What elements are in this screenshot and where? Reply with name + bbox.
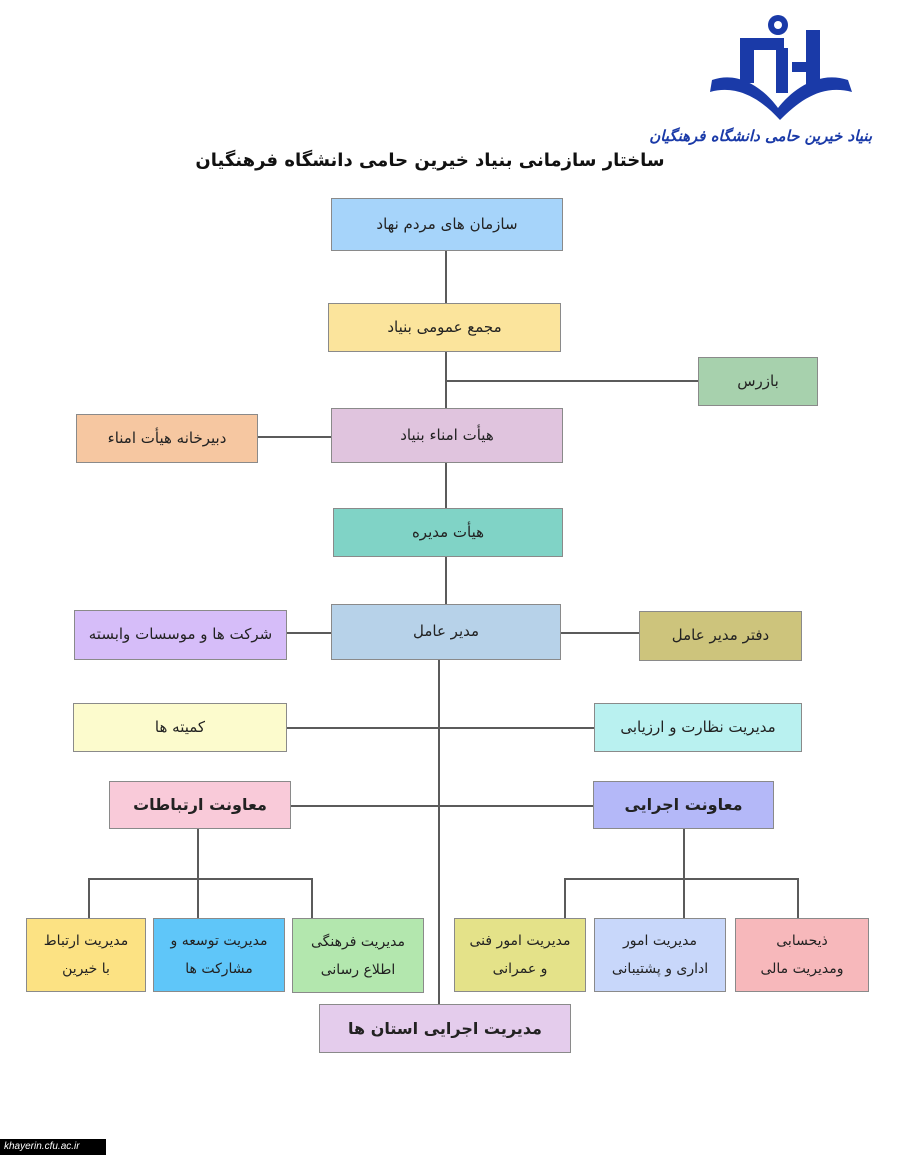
node-ngo (331, 198, 563, 251)
node-trustees (331, 408, 563, 463)
node-comm-deputy-label: معاونت ارتباطات (133, 795, 267, 815)
connector-exec-right (797, 878, 799, 918)
node-admin-support-line1: مدیریت امور (623, 933, 697, 949)
connector-comm-right (311, 878, 313, 919)
node-technical-construction-line2: و عمرانی (492, 961, 548, 977)
node-development-participation-line1: مدیریت توسعه و (170, 933, 268, 949)
connector-ngo-assembly (445, 251, 447, 304)
connector-comm-left (88, 878, 90, 918)
node-accounting-finance-line1: ذیحسابی (776, 933, 828, 949)
connector-comm-horizontal (88, 878, 313, 880)
connector-trustees-board (445, 463, 447, 508)
connector-board-ceo (445, 557, 447, 604)
node-trustees-secretariat-label: دبیرخانه هیأت امناء (107, 428, 227, 447)
node-comm-deputy (109, 781, 291, 829)
connector-committees-supervision (287, 727, 594, 729)
node-ceo-office (639, 611, 802, 661)
node-provinces-label: مدیریت اجرایی استان ها (348, 1018, 542, 1038)
node-general-assembly (328, 303, 561, 352)
connector-exec-down (683, 829, 685, 919)
node-benefactor-relations-line1: مدیریت ارتباط (43, 933, 129, 949)
node-cultural-info-line2: اطلاع رسانی (320, 961, 396, 978)
connector-exec-horizontal (564, 878, 799, 880)
node-accounting-finance-line2: ومدیریت مالی (760, 961, 844, 977)
node-cultural-info (292, 918, 424, 993)
connector-comm-down (197, 829, 199, 919)
node-committees (73, 703, 287, 752)
logo-text: بنیاد خیرین حامی دانشگاه فرهنگیان (649, 127, 872, 145)
node-committees-label: کمیته ها (154, 717, 206, 736)
footer-url: khayerin.cfu.ac.ir (0, 1139, 106, 1155)
page-title: ساختار سازمانی بنیاد خیرین حامی دانشگاه فرهنگیان (195, 150, 665, 171)
node-development-participation (153, 918, 285, 992)
node-ceo (331, 604, 561, 660)
node-ceo-label: مدیر عامل (412, 622, 480, 641)
node-supervision (594, 703, 802, 752)
logo-book-icon (700, 10, 860, 125)
node-admin-support (594, 918, 726, 992)
node-general-assembly-label: مجمع عمومی بنیاد (387, 317, 502, 336)
connector-secretariat (258, 436, 332, 438)
logo (700, 10, 860, 125)
connector-companies (287, 632, 331, 634)
node-benefactor-relations-line2: با خیرین (62, 961, 110, 977)
node-admin-support-line2: اداری و پشتیبانی (611, 961, 709, 977)
node-trustees-label: هیأت امناء بنیاد (400, 425, 494, 444)
node-provinces (319, 1004, 571, 1053)
node-inspector-label: بازرس (737, 371, 779, 390)
node-companies (74, 610, 287, 660)
node-trustees-secretariat (76, 414, 258, 463)
node-inspector (698, 357, 818, 406)
node-board-label: هیأت مدیره (411, 522, 485, 541)
node-development-participation-line2: مشارکت ها (185, 961, 253, 977)
connector-main-vertical (438, 660, 440, 1004)
node-supervision-label: مدیریت نظارت و ارزیابی (620, 717, 776, 736)
node-cultural-info-line1: مدیریت فرهنگی (311, 933, 405, 950)
node-exec-deputy-label: معاونت اجرایی (624, 795, 743, 815)
node-accounting-finance (735, 918, 869, 992)
node-companies-label: شرکت ها و موسسات وابسته (88, 625, 273, 644)
node-technical-construction-line1: مدیریت امور فنی (469, 933, 571, 949)
connector-ceo-office (561, 632, 639, 634)
node-board (333, 508, 563, 557)
node-ngo-label: سازمان های مردم نهاد (376, 214, 518, 233)
connector-deputies (291, 805, 593, 807)
node-benefactor-relations (26, 918, 146, 992)
connector-exec-left (564, 878, 566, 918)
node-ceo-office-label: دفتر مدیر عامل (671, 626, 770, 645)
node-technical-construction (454, 918, 586, 992)
node-exec-deputy (593, 781, 774, 829)
connector-inspector (446, 380, 699, 382)
